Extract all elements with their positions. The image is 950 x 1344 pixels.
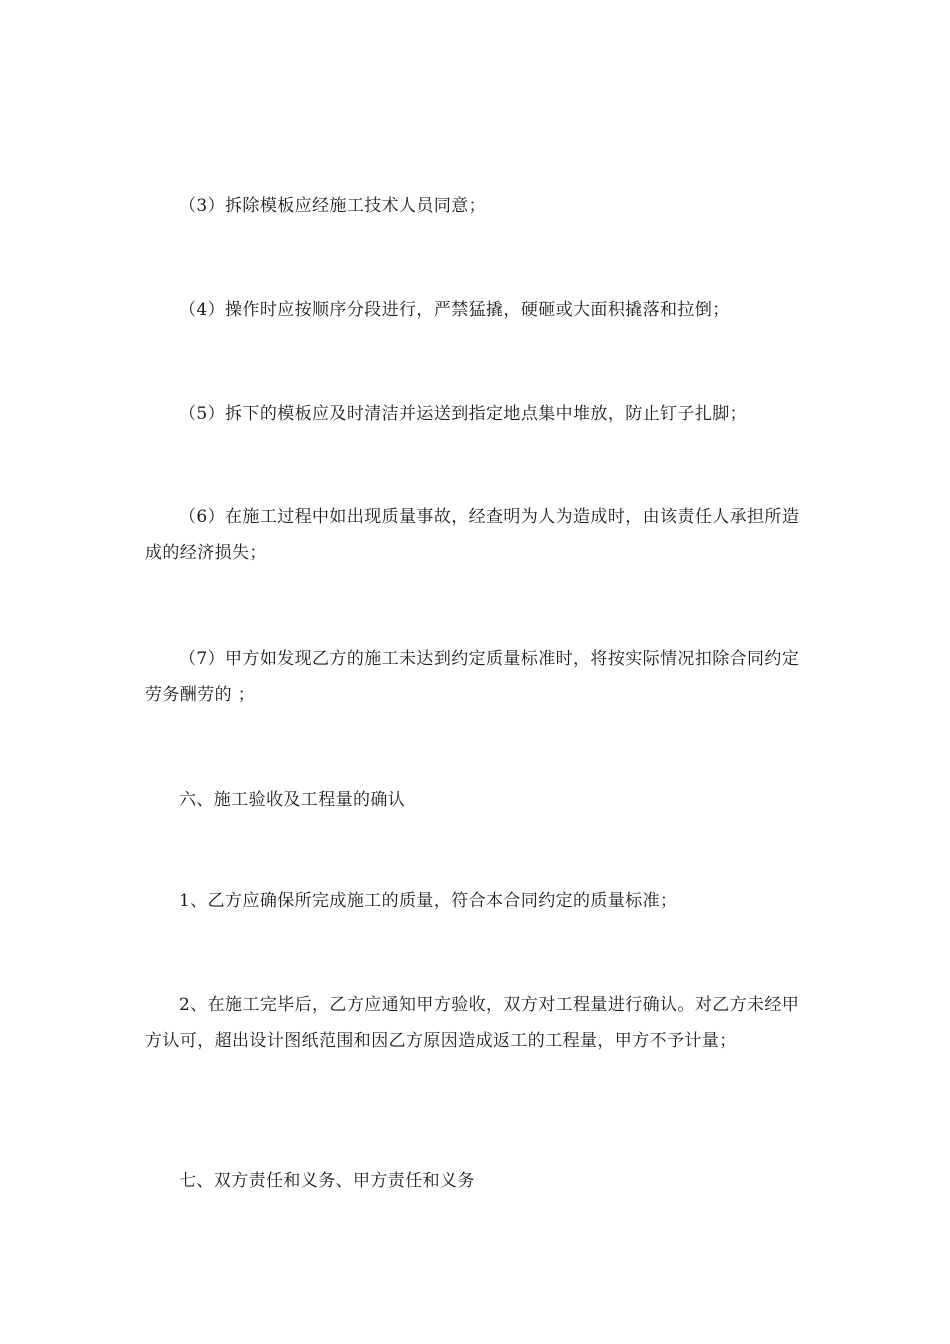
clause-5-paragraph: （5）拆下的模板应及时清洁并运送到指定地点集中堆放，防止钉子扎脚； bbox=[179, 404, 748, 424]
item-2-paragraph: 2、在施工完毕后，乙方应通知甲方验收，双方对工程量进行确认。对乙方未经甲方认可，超出设计图纸范围和因乙方原因造成返工的工程量，甲方不予计量； bbox=[145, 995, 800, 1051]
section-6-heading: 六、施工验收及工程量的确认 bbox=[179, 790, 406, 810]
clause-7-paragraph: （7）甲方如发现乙方的施工未达到约定质量标准时，将按实际情况扣除合同约定劳务酬劳的 ； bbox=[145, 649, 800, 705]
section-7-heading: 七、双方责任和义务、甲方责任和义务 bbox=[179, 1171, 475, 1191]
clause-4-paragraph: （4）操作时应按顺序分段进行，严禁猛撬，硬砸或大面积撬落和拉倒； bbox=[179, 300, 730, 320]
clause-6-paragraph: （6）在施工过程中如出现质量事故，经查明为人为造成时，由该责任人承担所造成的经济损失； bbox=[145, 507, 800, 563]
clause-3-paragraph: （3）拆除模板应经施工技术人员同意； bbox=[179, 196, 487, 216]
item-1-paragraph: 1、乙方应确保所完成施工的质量，符合本合同约定的质量标准； bbox=[179, 891, 678, 911]
